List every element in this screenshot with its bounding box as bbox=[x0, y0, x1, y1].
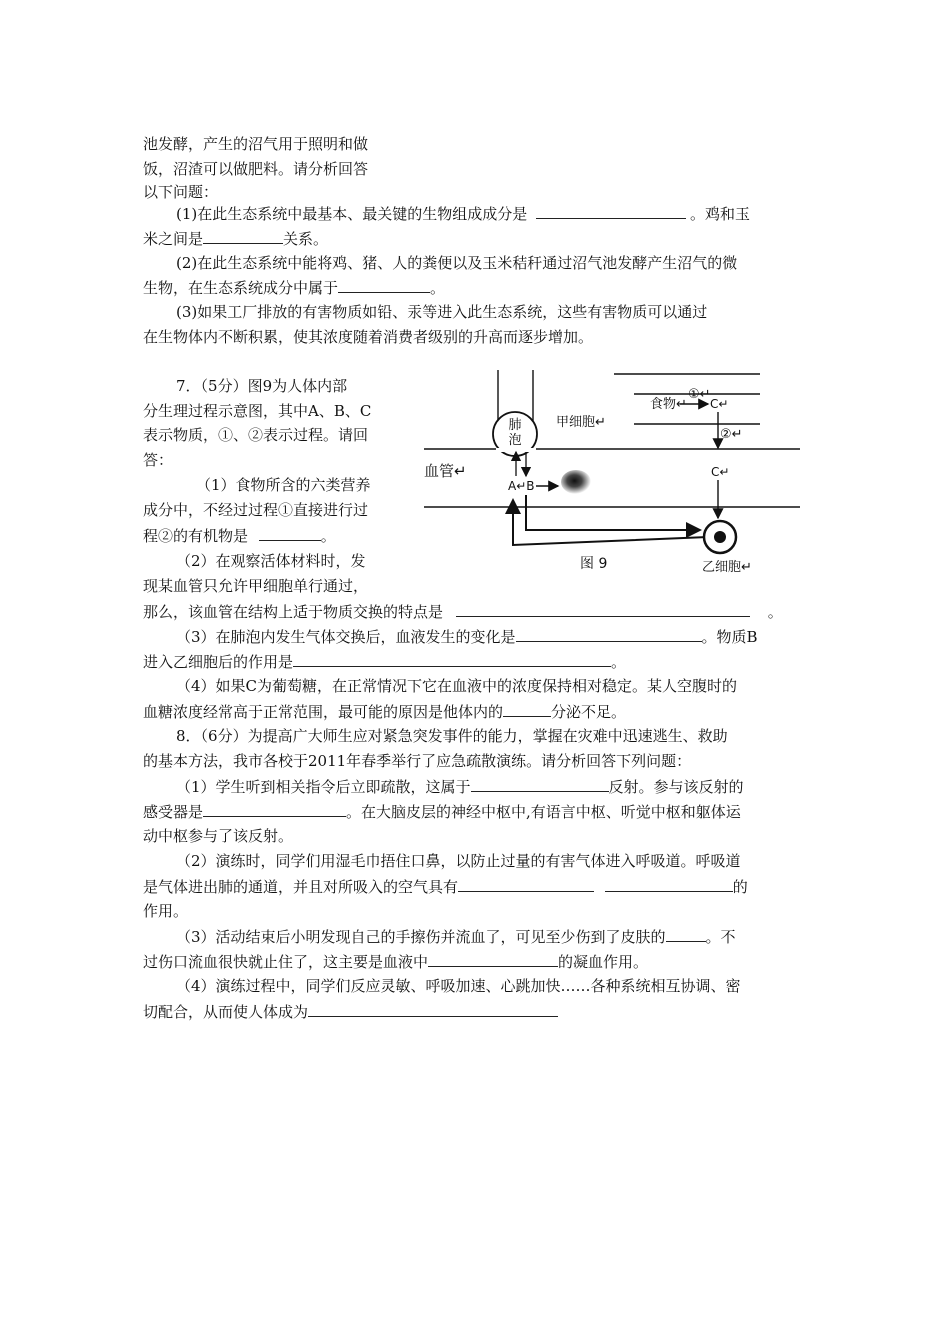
q8-item2-line3: 作用。 bbox=[143, 902, 189, 920]
q6-item2-end: 。 bbox=[430, 279, 446, 297]
q8-item1-text: （1）学生听到相关指令后立即疏散，这属于 bbox=[176, 778, 471, 796]
q7-stem-line2: 分生理过程示意图，其中A、B、C bbox=[143, 402, 372, 420]
q8-item2-line1: （2）演练时，同学们用湿毛巾捂住口鼻，以防止过量的有害气体进入呼吸道。呼吸道 bbox=[176, 852, 741, 870]
q6-item2-line1: (2)在此生态系统中能将鸡、猪、人的粪便以及玉米秸秆通过沼气池发酵产生沼气的微 bbox=[176, 254, 738, 272]
q8-item1-mid: 。在大脑皮层的神经中枢中,有语言中枢、听觉中枢和躯体运 bbox=[346, 803, 741, 821]
q7-answer-blank-2[interactable] bbox=[456, 601, 750, 617]
q8-item1-tail: 反射。参与该反射的 bbox=[608, 778, 744, 796]
q8-item4-line1: （4）演练过程中，同学们反应灵敏、呼吸加速、心跳加快……各种系统相互协调、密 bbox=[176, 977, 741, 995]
q8-stem-line2: 的基本方法，我市各校于2011年春季举行了应急疏散演练。请分析回答下列问题： bbox=[143, 752, 692, 770]
cell-a-shape bbox=[561, 470, 591, 494]
intro-line-3: 以下问题： bbox=[143, 183, 219, 201]
c-mid-label: C↵ bbox=[711, 465, 730, 479]
food-label: 食物↵ bbox=[650, 397, 687, 412]
q8-answer-blank-2[interactable] bbox=[203, 801, 346, 817]
q7-answer-blank-1[interactable] bbox=[259, 525, 321, 541]
q7-stem-line4: 答： bbox=[143, 451, 174, 469]
q7-item4-cont: 血糖浓度经常高于正常范围，最可能的原因是他体内的 bbox=[143, 703, 504, 721]
blood-vessel-label: 血管↵ bbox=[424, 462, 467, 480]
figure-label: 图 9 bbox=[580, 556, 608, 572]
q6-item1-line1 bbox=[176, 203, 750, 224]
q7-answer-blank-3[interactable] bbox=[516, 626, 702, 642]
q6-answer-blank-3[interactable] bbox=[338, 277, 430, 293]
q7-stem-line3: 表示物质，①、②表示过程。请回 bbox=[143, 426, 369, 444]
c-top-label: C↵ bbox=[710, 397, 729, 411]
q7-item3-end: 。 bbox=[611, 653, 627, 671]
q7-item3-line2 bbox=[143, 651, 626, 672]
q8-item2-cont: 是气体进出肺的通道，并且对所吸入的空气具有 bbox=[143, 878, 459, 896]
q7-item2-line3 bbox=[143, 601, 783, 622]
vessel-lines bbox=[424, 370, 800, 507]
q7-item4-end: 分泌不足。 bbox=[551, 703, 627, 721]
q7-item1-cont: 程②的有机物是 bbox=[143, 527, 249, 545]
q7-item3-tail: 。物质B bbox=[701, 628, 758, 646]
q8-item4-line2 bbox=[143, 1001, 558, 1022]
q8-answer-blank-4[interactable] bbox=[605, 876, 733, 892]
q6-item2-line2 bbox=[143, 277, 445, 298]
q6-answer-blank-2[interactable] bbox=[203, 228, 283, 244]
ab-label: A↵B bbox=[508, 479, 535, 493]
figure-9-diagram bbox=[418, 362, 808, 582]
q8-item3-line1 bbox=[176, 926, 736, 947]
q6-item3-line1: (3)如果工厂排放的有害物质如铅、汞等进入此生态系统，这些有害物质可以通过 bbox=[176, 303, 708, 321]
q7-item3-cont: 进入乙细胞后的作用是 bbox=[143, 653, 294, 671]
q7-item1-line2: 成分中，不经过过程①直接进行过 bbox=[143, 501, 369, 519]
q7-answer-blank-5[interactable] bbox=[503, 701, 551, 717]
q7-item2-end: 。 bbox=[767, 603, 783, 621]
q8-answer-blank-1[interactable] bbox=[471, 776, 609, 792]
q8-item3-text: （3）活动结束后小明发现自己的手擦伤并流血了，可见至少伤到了皮肤的 bbox=[176, 928, 666, 946]
q8-item1-cont: 感受器是 bbox=[143, 803, 204, 821]
q8-item1-line3: 动中枢参与了该反射。 bbox=[143, 827, 294, 845]
process-2-label: ②↵ bbox=[720, 427, 743, 442]
q8-item3-tail: 。不 bbox=[705, 928, 736, 946]
q8-item3-cont: 过伤口流血很快就止住了，这主要是血液中 bbox=[143, 953, 429, 971]
q6-answer-blank-1[interactable] bbox=[536, 203, 686, 219]
q7-item3-text: （3）在肺泡内发生气体交换后，血液发生的变化是 bbox=[176, 628, 516, 646]
q8-item1-line1 bbox=[176, 776, 744, 797]
q8-answer-blank-5[interactable] bbox=[666, 926, 706, 942]
alveolus-label-1: 肺 bbox=[508, 418, 522, 433]
q8-item1-line2 bbox=[143, 801, 741, 822]
q6-item2-cont: 生物，在生态系统成分中属于 bbox=[143, 279, 339, 297]
q7-item4-line2 bbox=[143, 701, 626, 722]
q8-answer-blank-7[interactable] bbox=[308, 1001, 558, 1017]
q7-item1-line3 bbox=[143, 525, 336, 546]
q8-stem-line1: 8．（6分）为提高广大师生应对紧急突发事件的能力，掌握在灾难中迅速逃生、救助 bbox=[176, 727, 728, 745]
q7-answer-blank-4[interactable] bbox=[293, 651, 611, 667]
q8-answer-blank-3[interactable] bbox=[458, 876, 594, 892]
cell-b-label: 乙细胞↵ bbox=[702, 560, 752, 575]
q7-item4-line1: （4）如果C为葡萄糖，在正常情况下它在血液中的浓度保持相对稳定。某人空腹时的 bbox=[176, 677, 738, 695]
q6-item1-cont: 米之间是 bbox=[143, 230, 204, 248]
q7-item1-line1: （1）食物所含的六类营养 bbox=[196, 476, 371, 494]
q8-item2-line2 bbox=[143, 876, 748, 897]
alveolus-label-2: 泡 bbox=[508, 433, 522, 448]
q6-item1-end: 关系。 bbox=[283, 230, 329, 248]
q7-item2-cont: 那么，该血管在结构上适于物质交换的特点是 bbox=[143, 603, 444, 621]
q8-item3-line2 bbox=[143, 951, 648, 972]
q7-item2-line1: （2）在观察活体材料时，发 bbox=[176, 552, 366, 570]
intro-line-1: 池发酵，产生的沼气用于照明和做 bbox=[143, 135, 369, 153]
q7-item1-end: 。 bbox=[320, 527, 336, 545]
q6-item3-line2: 在生物体内不断积累，使其浓度随着消费者级别的升高而逐步增加。 bbox=[143, 328, 594, 346]
q8-item3-end: 的凝血作用。 bbox=[558, 953, 649, 971]
q7-stem-line1: 7．（5分）图9为人体内部 bbox=[176, 377, 348, 395]
q8-answer-blank-6[interactable] bbox=[428, 951, 558, 967]
cell-a-label: 甲细胞↵ bbox=[556, 415, 606, 430]
q6-item1-tail: 。鸡和玉 bbox=[690, 205, 751, 223]
q6-item1-line2 bbox=[143, 228, 328, 249]
q6-item1-text: (1)在此生态系统中最基本、最关键的生物组成成分是 bbox=[176, 205, 528, 223]
intro-line-2: 饭，沼渣可以做肥料。请分析回答 bbox=[143, 160, 369, 178]
q8-item4-cont: 切配合，从而使人体成为 bbox=[143, 1003, 309, 1021]
q7-item3-line1 bbox=[176, 626, 758, 647]
q7-item2-line2: 现某血管只允许甲细胞单行通过， bbox=[143, 577, 369, 595]
q8-item2-tail: 的 bbox=[732, 878, 748, 896]
process-1-label: ①↵ bbox=[688, 387, 711, 402]
